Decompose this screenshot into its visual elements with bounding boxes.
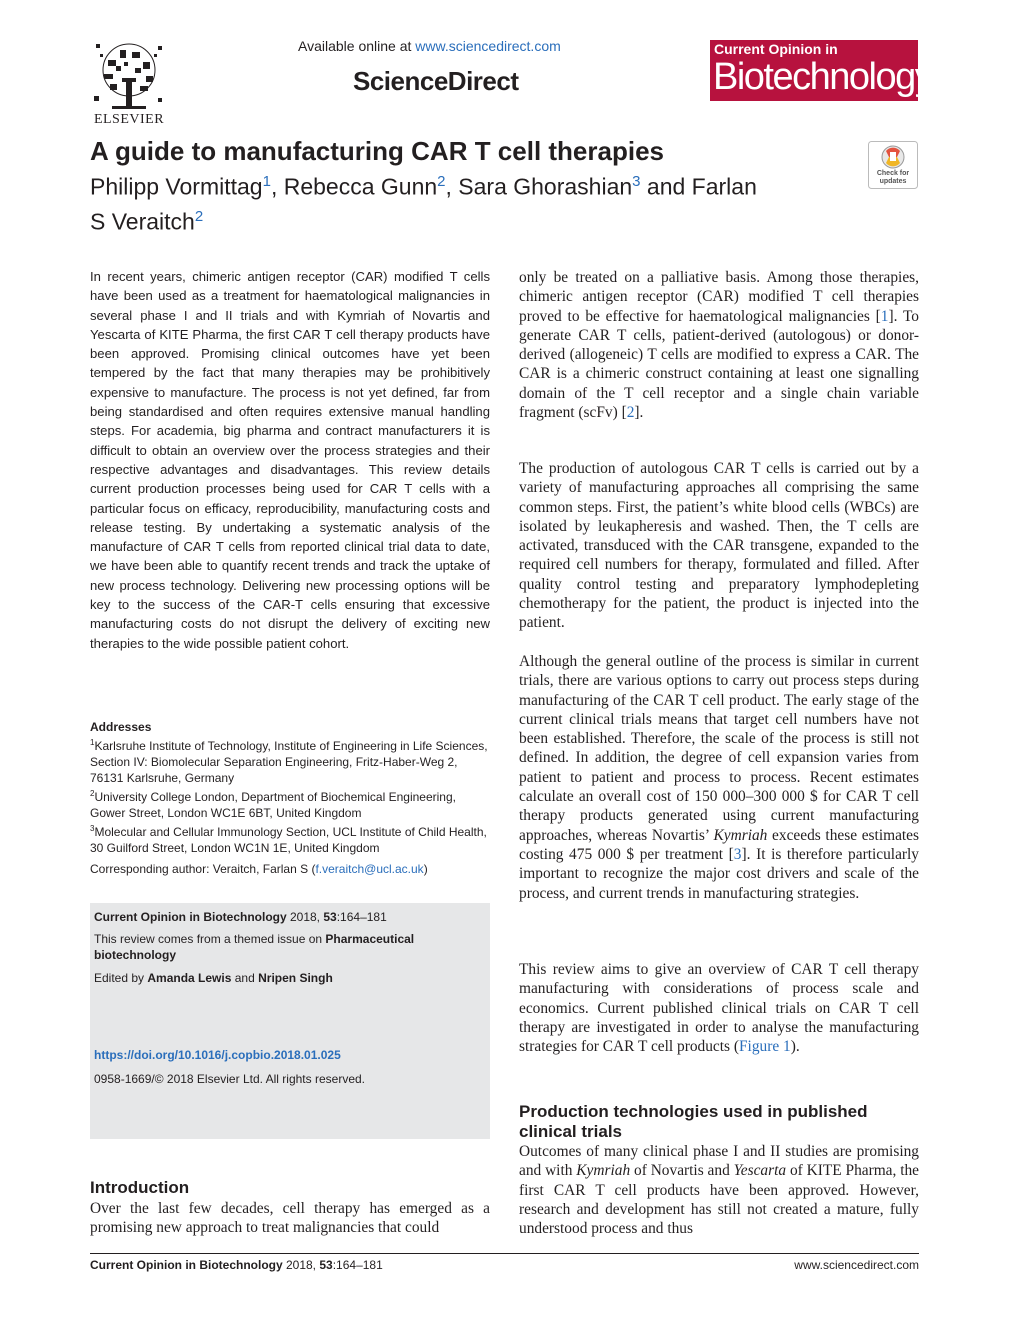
available-online — [298, 38, 561, 54]
figure-1-link[interactable]: Figure 1 — [739, 1038, 791, 1056]
sciencedirect-link[interactable]: www.sciencedirect.com — [415, 38, 561, 54]
section-heading-production: Production technologies used in published clinical trials — [519, 1102, 868, 1141]
box-doi — [94, 1047, 484, 1063]
box-copyright: 0958-1669/© 2018 Elsevier Ltd. All rights reserved. — [94, 1072, 365, 1086]
box-theme: This review comes from a themed issue on Pharmaceutical biotechnology — [94, 932, 415, 962]
right-paragraph-2: The production of autologous CAR T cells is carried out by a variety of manufacturing approaches all comprising the same common steps. First, the patient’s white blood cells (WBCs) are isolated by leukapheresis and washed. Then, the T cells are activated, transduced with the CAR transgene, expanded to the required cell numbers for therapy, formulated and filled. After quality control testing and preparatory lymphodepleting chemotherapy for the patient, the product is injected into the patient. — [519, 460, 919, 632]
right-paragraph-5: Outcomes of many clinical phase I and II studies are promising and with Kymriah of Novartis and Yescarta of KITE Pharma, the first CAR T cell products have been approved. However, research and development has still not created a mature, fully understood process and thus — [519, 1143, 920, 1238]
doi-link[interactable]: https://doi.org/10.1016/j.copbio.2018.01.025 — [94, 1048, 341, 1062]
corresponding-author: Corresponding author: Veraitch, Farlan S (f.veraitch@ucl.ac.uk) — [90, 862, 428, 876]
journal-banner — [710, 40, 933, 101]
box-editors: Edited by Amanda Lewis and Nripen Singh — [94, 971, 333, 985]
author-affiliation-marker[interactable]: 2 — [437, 173, 446, 190]
introduction-heading: Introduction — [90, 1178, 190, 1197]
box-citation: Current Opinion in Biotechnology 2018, 53:164–181 — [94, 910, 387, 924]
journal-banner-line2: Biotechnology — [713, 56, 933, 98]
check-badge-line1: Check for — [876, 170, 910, 177]
addresses — [90, 719, 490, 856]
author-affiliation-marker[interactable]: 1 — [262, 173, 271, 190]
author-name: Rebecca Gunn — [283, 173, 438, 200]
footer-citation: Current Opinion in Biotechnology 2018, 53:164–181 — [90, 1258, 383, 1272]
right-paragraph-4: This review aims to give an overview of CAR T cell therapy manufacturing with considerations of process scale and economics. Current published clinical trials on CAR T cell therapy are investigated in order to analyse the manufacturing strategies for CAR T cell products (Figure 1). — [519, 961, 919, 1056]
elsevier-wordmark: ELSEVIER — [93, 112, 165, 127]
ref-2-link[interactable]: 2 — [626, 404, 635, 422]
available-prefix: Available online at — [298, 38, 416, 54]
author-name: Philipp Vormittag — [90, 173, 263, 200]
author-affiliation-marker[interactable]: 2 — [194, 207, 204, 225]
author-affiliation-marker[interactable]: 3 — [632, 173, 641, 190]
sciencedirect-wordmark: ScienceDirect — [353, 66, 519, 96]
introduction-paragraph: Over the last few decades, cell therapy has emerged as a promising new approach to treat malignancies that could — [90, 1200, 490, 1237]
corresponding-email-link[interactable]: f.veraitch@ucl.ac.uk — [315, 862, 424, 876]
journal-banner-line1: Current Opinion in — [714, 41, 838, 57]
ref-3-link[interactable]: 3 — [733, 845, 742, 863]
article-title: A guide to manufacturing CAR T cell therapies — [90, 136, 664, 166]
check-badge-line2: updates — [879, 178, 907, 185]
author-name: Farlan S Veraitch — [90, 173, 757, 235]
address-2: $^2$University College London, Department of Biochemical Engineering, Gower Street, London WC1E 6BT, United Kingdom — [90, 789, 456, 820]
author-list — [90, 167, 770, 236]
footer-rule — [90, 1253, 919, 1254]
ref-1-link[interactable]: 1 — [880, 307, 889, 325]
abstract: In recent years, chimeric antigen receptor (CAR) modified T cells have been used as a treatment for haematological malignancies in several phase I and II trials and with Kymriah of Novartis and Yescarta of KITE Pharma, the first CAR T cell therapy products have been approved. Promising clinical outcomes have yet been tempered by the fact that many therapies may be prohibitively expensive to manufacture. The process is not yet defined, far from being standardised and often requires extensive manual handling steps. For academia, big pharma and contract manufacturers it is difficult to obtain an overview over the process strategies and their respective advantages and disadvantages. This review details current production processes being used for CAR T cells with a particular focus on efficacy, reproducibility, manufacturing costs and release testing. By undertaking a systematic analysis of the manufacture of CAR T cells from reported clinical trial data to date, we have been able to quantify recent trends and track the uptake of new process technology. Delivering new processing options will be key to the success of the CAR-T cells ensuring that excessive manufacturing costs do not disrupt the delivery of exciting new therapies to the wide possible patient cohort. — [90, 269, 490, 651]
address-1: $^1$Karlsruhe Institute of Technology, Institute of Engineering in Life Sciences, Section IV: Biomolecular Separation Engineering, Fritz-Haber-Weg 2, 76131 Karlsruhe, Germany — [90, 738, 488, 785]
check-for-updates-badge[interactable] — [868, 141, 918, 189]
address-3: $^3$Molecular and Cellular Immunology Section, UCL Institute of Child Health, 30 Guilford Street, London WC1N 1E, United Kingdom — [90, 824, 487, 855]
right-paragraph-1: only be treated on a palliative basis. Among those therapies, chimeric antigen receptor (CAR) modified T cell therapies proved to be effective for haematological malignancies [1]. To generate CAR T cells, patient-derived (autologous) or donor-derived (allogeneic) T cells are modified to express a CAR. The CAR is a chimeric construct containing at least one signalling domain of the T cell receptor and a single chain variable fragment (scFv) [2]. — [519, 269, 919, 422]
author-separator: , — [445, 173, 459, 200]
elsevier-logo — [88, 40, 170, 128]
right-paragraph-3: Although the general outline of the process is similar in current trials, there are various options to carry out process steps during manufacturing of the CAR T cell product. The early stage of the current clinical trials means that target cell numbers have not been established. Therefore, the scale of the process is still not defined. In addition, the degree of cell expansion varies from patient to patient and process to process. Recent estimates calculate an overall cost of 150 000–300 000 $ for CAR T cell therapy products generated using current manufacturing approaches, whereas Novartis’ Kymriah exceeds these estimates costing 475 000 $ per treatment [3]. It is therefore particularly important to recognize the major cost drivers and scale of the process, and current trends in manufacturing strategies. — [519, 653, 919, 902]
author-separator: and — [640, 173, 692, 200]
footer-site: www.sciencedirect.com — [794, 1258, 919, 1272]
author-separator: , — [270, 173, 284, 200]
addresses-heading: Addresses — [90, 720, 152, 734]
article-info-box — [90, 903, 490, 1139]
author-name: Sara Ghorashian — [458, 173, 633, 200]
